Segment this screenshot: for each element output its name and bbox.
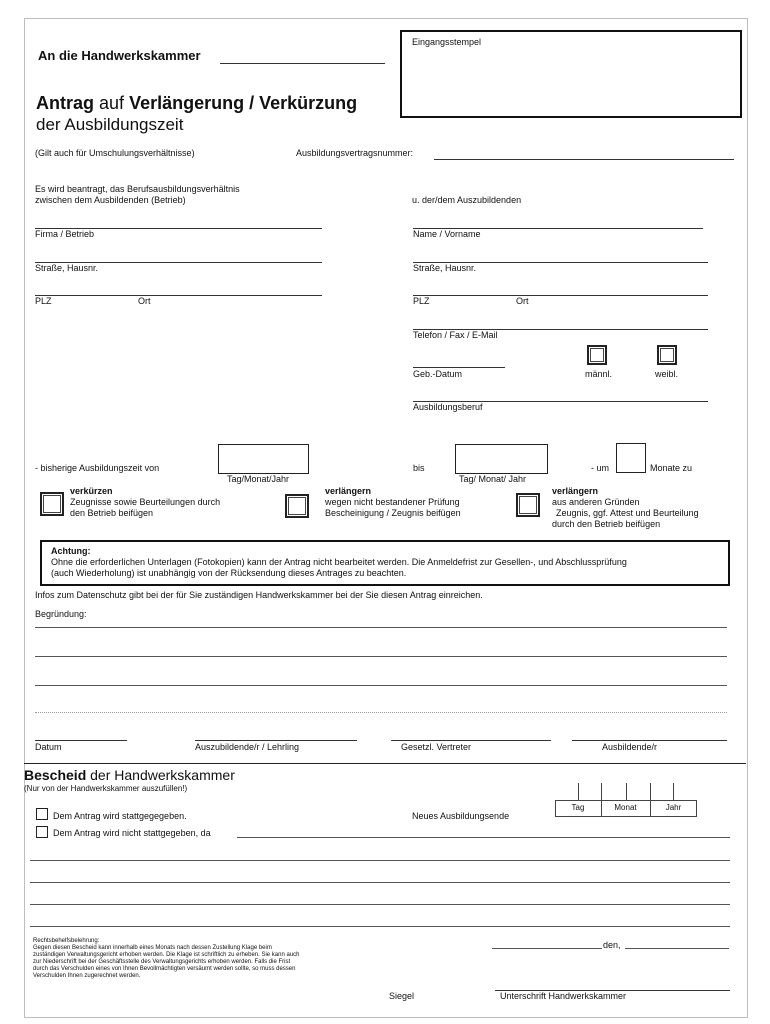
hwk-signature-label: Unterschrift Handwerkskammer bbox=[500, 991, 627, 1001]
new-end-label: Neues Ausbildungsende bbox=[412, 811, 510, 821]
date-col-month: Monat bbox=[614, 803, 637, 812]
legal-line-5: Verschulden Ihnen zugerechnet werden. bbox=[33, 973, 141, 979]
legal-title: Rechtsbehelfsbelehrung: bbox=[33, 938, 100, 944]
left-street-label: Straße, Hausnr. bbox=[35, 263, 99, 273]
title-bold-1: Antrag bbox=[36, 93, 94, 113]
den-label: den, bbox=[603, 940, 621, 950]
sig-trainer-label: Ausbildende/r bbox=[602, 742, 658, 752]
profession-label: Ausbildungsberuf bbox=[413, 402, 483, 412]
female-label: weibl. bbox=[655, 369, 679, 379]
stamp-label: Eingangsstempel bbox=[412, 37, 482, 47]
right-plz-city-input[interactable] bbox=[413, 295, 708, 296]
reason-line-1[interactable] bbox=[35, 627, 727, 628]
sig-date-line[interactable] bbox=[35, 740, 127, 741]
option-extend-exam-line2: Bescheinigung / Zeugnis beifügen bbox=[325, 508, 461, 518]
left-plz-label: PLZ bbox=[35, 296, 52, 306]
option-shorten-line1: Zeugnisse sowie Beurteilungen durch bbox=[70, 497, 221, 507]
option-extend-other-line3: durch den Betrieb beifügen bbox=[552, 519, 661, 529]
company-label: Firma / Betrieb bbox=[35, 229, 95, 239]
option-shorten bbox=[70, 486, 220, 519]
legal-line-3: zur Niederschrift bei der Geschäftsstelle des Verwaltungsgerichts erhoben werden. Falls die Frist bbox=[33, 959, 291, 965]
period-from-label: - bisherige Ausbildungszeit von bbox=[35, 463, 160, 473]
sig-guardian-label: Gesetzl. Vertreter bbox=[401, 742, 472, 752]
sig-guardian-line[interactable] bbox=[391, 740, 551, 741]
legal-line-4: durch das Verschulden eines von Ihnen Bevollmächtigten versäumt werden sollte, so muss dessen bbox=[33, 966, 296, 972]
decision-line-1[interactable] bbox=[30, 860, 730, 861]
birthdate-label: Geb.-Datum bbox=[413, 369, 463, 379]
left-city-label: Ort bbox=[138, 296, 151, 306]
sig-trainer-line[interactable] bbox=[572, 740, 727, 741]
sig-trainee-line[interactable] bbox=[195, 740, 357, 741]
title-bold-2: Verlängerung / Verkürzung bbox=[129, 93, 358, 113]
period-from-sub: Tag/Monat/Jahr bbox=[227, 474, 290, 484]
rejected-checkbox[interactable] bbox=[36, 826, 48, 838]
option-shorten-line2: den Betrieb beifügen bbox=[70, 508, 154, 518]
left-plz-city-input[interactable] bbox=[35, 295, 322, 296]
attention-line2: (auch Wiederholung) ist unabhängig von der Rücksendung dieses Antrages zu beachten. bbox=[51, 568, 407, 578]
attention-title: Achtung: bbox=[51, 546, 91, 556]
period-to-sub: Tag/ Monat/ Jahr bbox=[459, 474, 527, 484]
option-extend-other-line1: aus anderen Gründen bbox=[552, 497, 640, 507]
contract-number-input[interactable] bbox=[434, 159, 734, 160]
intro-line-2: zwischen dem Ausbildenden (Betrieb) bbox=[35, 195, 186, 205]
decision-title bbox=[24, 767, 235, 783]
male-label: männl. bbox=[585, 369, 613, 379]
attention-line1: Ohne die erforderlichen Unterlagen (Fotokopien) kann der Antrag nicht bearbeitet werden. Die Anmeldefrist zur Gesellen-, und Abschlussprüfung bbox=[51, 557, 627, 567]
contract-number-label: Ausbildungsvertragsnummer: bbox=[296, 148, 414, 158]
sig-date-label: Datum bbox=[35, 742, 62, 752]
name-label: Name / Vorname bbox=[413, 229, 481, 239]
reason-line-4[interactable] bbox=[35, 712, 727, 713]
place-input-line[interactable] bbox=[492, 948, 602, 949]
title-line-2: der Ausbildungszeit bbox=[36, 115, 184, 134]
approved-checkbox[interactable] bbox=[36, 808, 48, 820]
option-extend-exam-checkbox[interactable] bbox=[285, 494, 309, 518]
option-extend-other bbox=[552, 486, 699, 530]
date-col-year: Jahr bbox=[665, 803, 682, 812]
option-extend-exam-line1: wegen nicht bestandener Prüfung bbox=[325, 497, 460, 507]
decision-title-bold: Bescheid bbox=[24, 767, 87, 783]
female-checkbox[interactable] bbox=[657, 345, 677, 365]
sig-trainee-label: Auszubildende/r / Lehrling bbox=[195, 742, 300, 752]
legal-line-2: zuständigen Verwaltungsgericht erhoben werden. Die Klage ist schriftlich zu erheben. Sie kann auch bbox=[33, 952, 300, 958]
reason-line-2[interactable] bbox=[35, 656, 727, 657]
period-from-input[interactable] bbox=[218, 444, 309, 474]
reason-line-3[interactable] bbox=[35, 685, 727, 686]
option-extend-other-line2: Zeugnis, ggf. Attest und Beurteilung bbox=[556, 508, 699, 518]
months-input[interactable] bbox=[616, 443, 646, 473]
option-extend-other-title: verlängern bbox=[552, 486, 599, 496]
decision-title-rest: der Handwerkskammer bbox=[90, 767, 235, 783]
umschulung-note: (Gilt auch für Umschulungsverhältnisse) bbox=[35, 148, 195, 158]
option-extend-exam-title: verlängern bbox=[325, 486, 372, 496]
right-plz-label: PLZ bbox=[413, 296, 430, 306]
stamp-box bbox=[400, 30, 742, 118]
attention-box bbox=[40, 540, 730, 586]
decision-line-2[interactable] bbox=[30, 882, 730, 883]
new-end-date-table[interactable] bbox=[555, 783, 697, 817]
decision-subtitle: (Nur von der Handwerkskammer auszufüllen!) bbox=[24, 784, 188, 793]
months-label: Monate zu bbox=[650, 463, 693, 473]
intro-right: u. der/dem Auszubildenden bbox=[412, 195, 522, 205]
recipient-label: An die Handwerkskammer bbox=[38, 48, 201, 63]
reason-label: Begründung: bbox=[35, 609, 87, 619]
seal-label: Siegel bbox=[389, 991, 415, 1001]
decision-divider bbox=[24, 763, 746, 764]
legal-line-1: Gegen diesen Bescheid kann innerhalb eines Monats nach dessen Zustellung Klage beim bbox=[33, 945, 272, 951]
option-extend-exam bbox=[325, 486, 461, 519]
period-to-label: bis bbox=[413, 463, 425, 473]
title-mid: auf bbox=[99, 93, 125, 113]
right-city-label: Ort bbox=[516, 296, 529, 306]
approved-label: Dem Antrag wird stattgegegeben. bbox=[53, 811, 187, 821]
page-title bbox=[36, 92, 357, 114]
period-to-input[interactable] bbox=[455, 444, 548, 474]
rejected-label: Dem Antrag wird nicht stattgegeben, da bbox=[53, 828, 211, 838]
rejected-reason-line[interactable] bbox=[237, 837, 730, 838]
legal-notice bbox=[33, 938, 377, 980]
intro-line-1: Es wird beantragt, das Berufsausbildungsverhältnis bbox=[35, 184, 240, 194]
date-input-line[interactable] bbox=[625, 948, 729, 949]
decision-line-4[interactable] bbox=[30, 926, 730, 927]
male-checkbox[interactable] bbox=[587, 345, 607, 365]
option-extend-other-checkbox[interactable] bbox=[516, 493, 540, 517]
date-col-day: Tag bbox=[571, 803, 585, 812]
privacy-note: Infos zum Datenschutz gibt bei der für Sie zuständigen Handwerkskammer bei der Sie diesen Antrag einreichen. bbox=[35, 590, 483, 600]
decision-line-3[interactable] bbox=[30, 904, 730, 905]
recipient-input-line[interactable] bbox=[220, 63, 385, 64]
contact-label: Telefon / Fax / E-Mail bbox=[413, 330, 498, 340]
right-street-label: Straße, Hausnr. bbox=[413, 263, 477, 273]
option-shorten-checkbox[interactable] bbox=[40, 492, 64, 516]
birthdate-input[interactable] bbox=[413, 367, 505, 368]
option-shorten-title: verkürzen bbox=[70, 486, 113, 496]
period-by-label: - um bbox=[591, 463, 609, 473]
